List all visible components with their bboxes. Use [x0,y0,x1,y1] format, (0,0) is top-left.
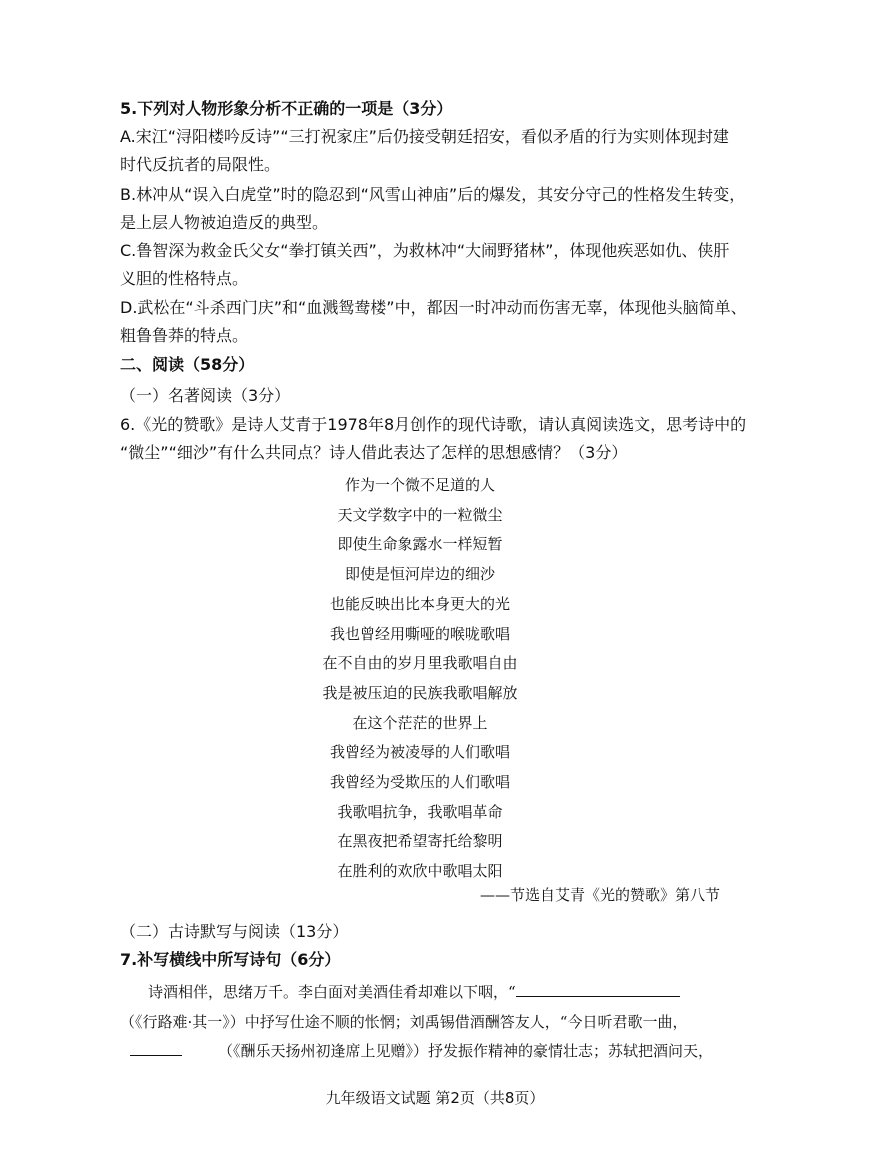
question-6-line-1: 6.《光的赞歌》是诗人艾青于1978年8月创作的现代诗歌，请认真阅读选文，思考诗中的 [120,415,747,434]
paragraph-text: （《酬乐天扬州初逢席上见赠》）抒发振作精神的豪情壮志；苏轼把酒问天， [218,1042,714,1060]
poem-line: 天文学数字中的一粒微尘 [337,505,503,524]
question-7-paragraph-line-1 [148,980,680,1004]
question-7-paragraph-line-3 [130,1039,713,1063]
poem-line: 即使是恒河岸边的细沙 [344,565,495,584]
question-6-line-2: “微尘”“细沙”有什么共同点？诗人借此表达了怎样的思想感情？（3分） [120,443,628,462]
poem-line: 在胜利的欢欣中歌唱太阳 [337,862,503,881]
poem-line: 我歌唱抗争，我歌唱革命 [337,802,503,821]
answer-blank[interactable] [130,1039,182,1056]
option-b-line-1: B.林冲从“误入白虎堂”时的隐忍到“风雪山神庙”后的爆发，其安分守己的性格发生转变， [120,185,746,204]
poem-line: 在不自由的岁月里我歌唱自由 [322,654,518,673]
poem-source: ——节选自艾青《光的赞歌》第八节 [479,886,720,904]
option-b-line-2: 是上层人物被迫造反的典型。 [120,213,329,232]
section-2-title: 二、阅读（58分） [120,355,255,374]
poem-line: 我曾经为被凌辱的人们歌唱 [329,743,510,762]
poem-line: 我曾经为受欺压的人们歌唱 [329,773,510,792]
poem-excerpt [240,471,600,887]
poem-line: 在这个茫茫的世界上 [352,713,488,732]
option-d-line-1: D.武松在“斗杀西门庆”和“血溅鸳鸯楼”中，都因一时冲动而伤害无辜，体现他头脑简单、 [120,298,747,317]
poem-line: 我是被压迫的民族我歌唱解放 [322,683,518,702]
question-7-title: 7.补写横线中所写诗句（6分） [120,950,341,969]
page-footer: 九年级语文试题 第2页（共8页） [325,1089,545,1107]
question-5-title: 5.下列对人物形象分析不正确的一项是（3分） [120,99,453,118]
poem-line: 作为一个微不足道的人 [344,476,495,494]
poem-line: 也能反映出比本身更大的光 [329,594,510,613]
option-c-line-2: 义胆的性格特点。 [120,269,249,288]
option-d-line-2: 粗鲁鲁莽的特点。 [120,326,249,345]
poem-line: 我也曾经用嘶哑的喉咙歌唱 [329,624,510,643]
option-a-line-2: 时代反抗者的局限性。 [120,155,281,174]
option-c-line-1: C.鲁智深为救金氏父女“拳打镇关西”，为救林冲“大闹野猪林”，体现他疾恶如仇、侠肝 [120,241,730,260]
part-2-title: （二）古诗默写与阅读（13分） [120,922,349,941]
part-1-title: （一）名著阅读（3分） [120,386,291,405]
answer-blank[interactable] [516,980,680,997]
poem-line: 即使生命象露水一样短暂 [337,535,503,554]
option-a-line-1: A.宋江“浔阳楼吟反诗”“三打祝家庄”后仍接受朝廷招安，看似矛盾的行为实则体现封建 [120,127,729,146]
paragraph-text: 诗酒相伴，思绪万千。李白面对美酒佳肴却难以下咽，“ [148,983,516,1001]
question-7-paragraph-line-2: （《行路难·其一》）中抒写仕途不顺的怅惘；刘禹锡借酒酬答友人，“今日听君歌一曲， [120,1013,688,1031]
poem-line: 在黑夜把希望寄托给黎明 [337,832,503,851]
